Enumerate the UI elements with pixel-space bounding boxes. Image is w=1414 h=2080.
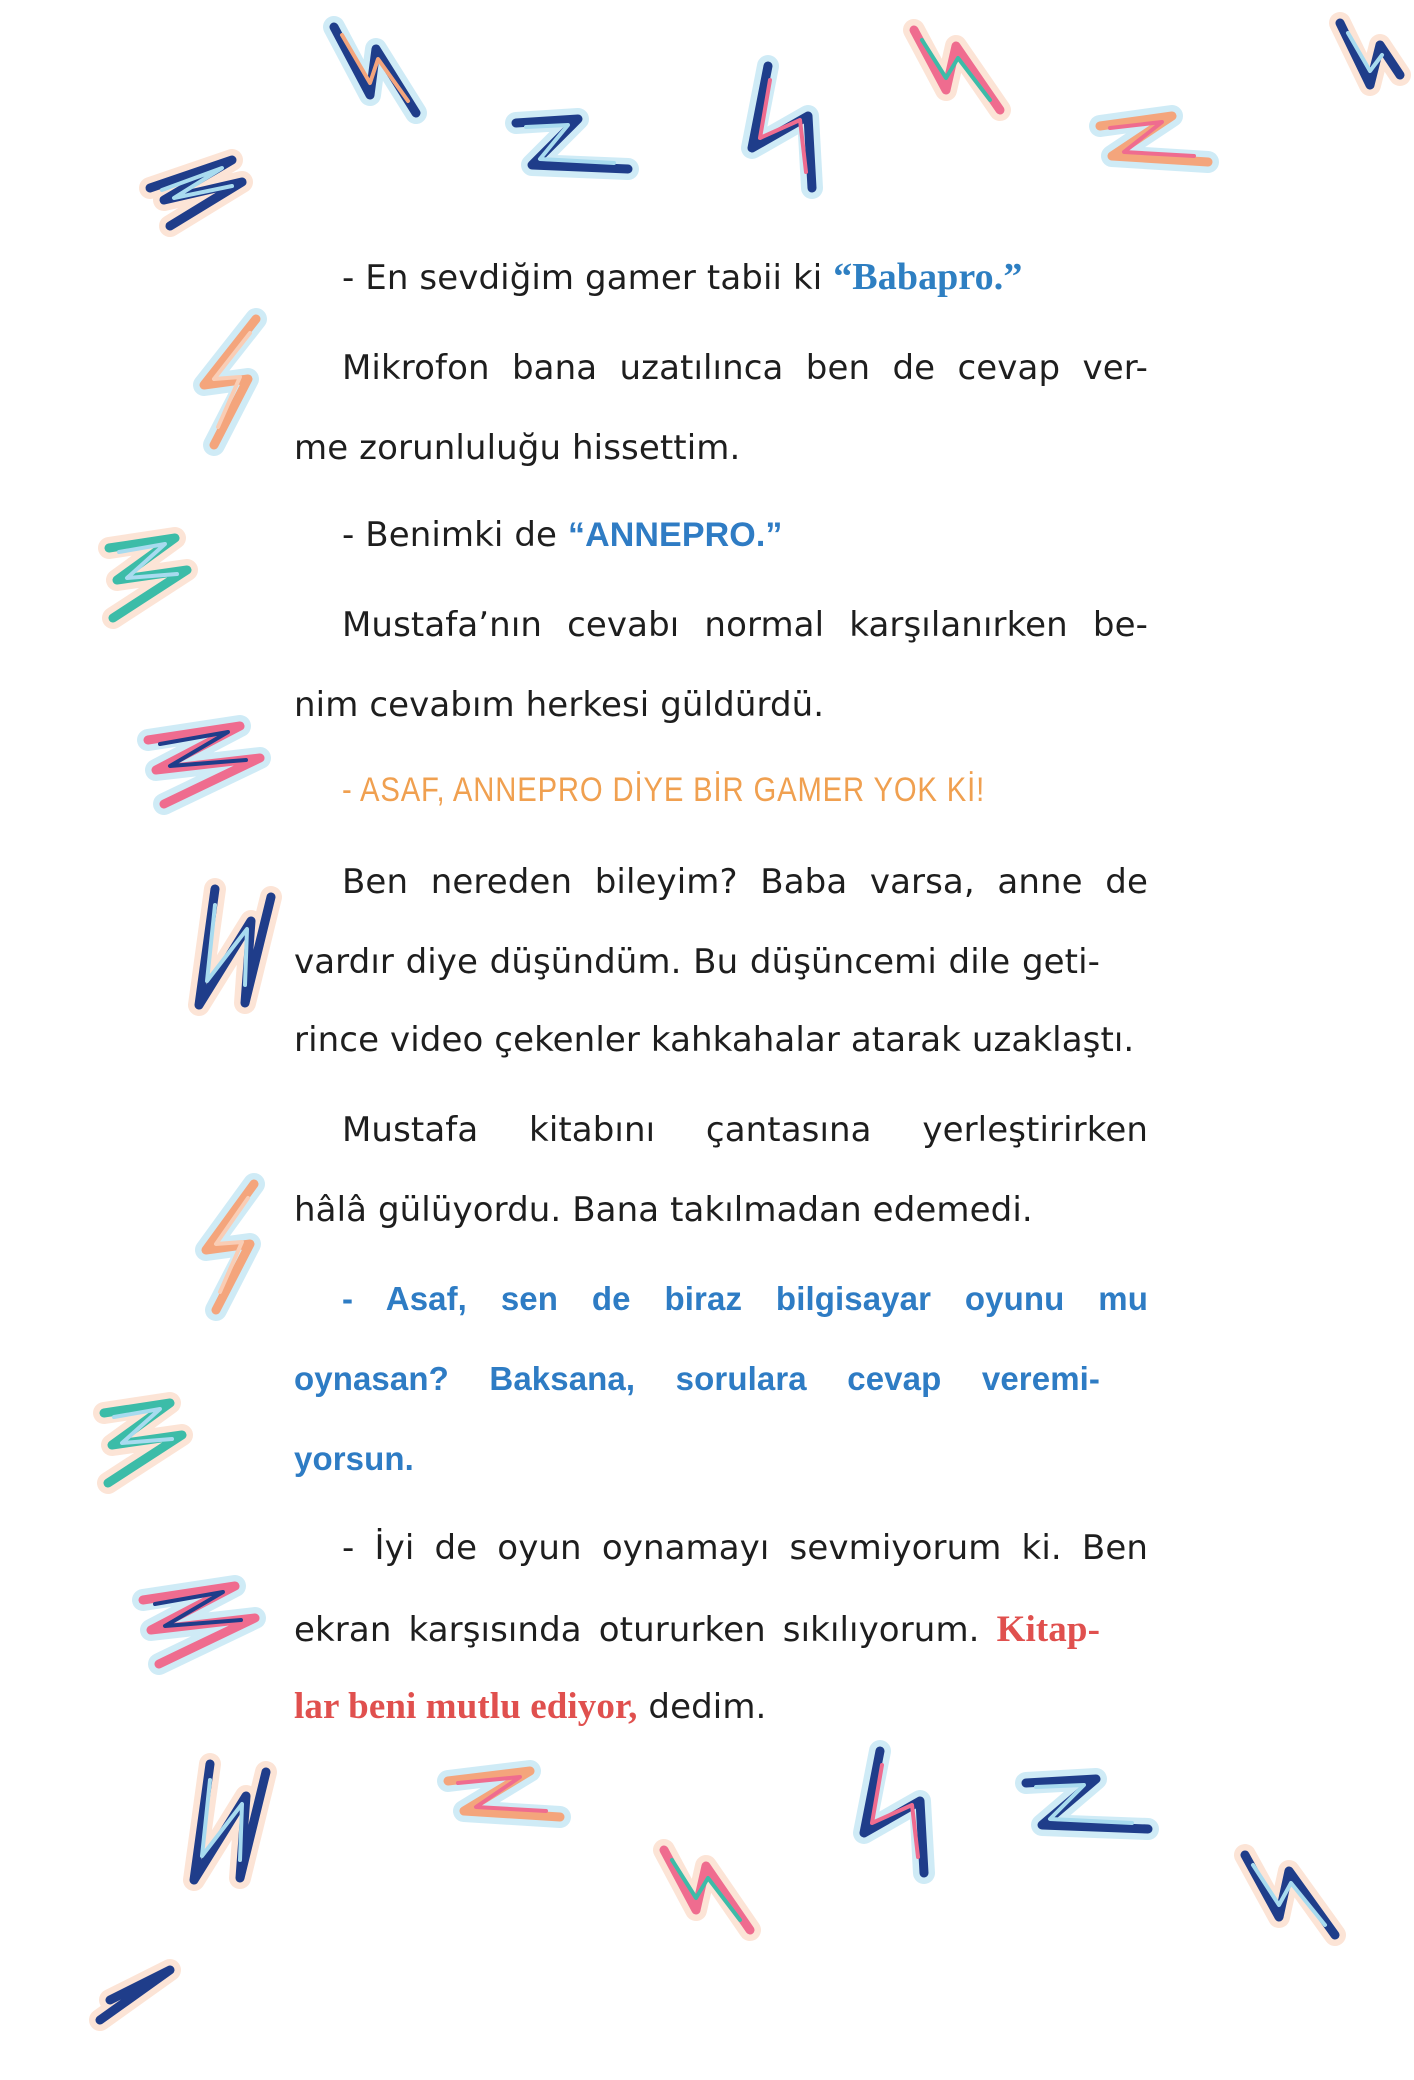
lightning-bolt-icon xyxy=(180,315,300,435)
shout-line xyxy=(294,770,1148,810)
shout-text: - ASAF, ANNEPRO DİYE BİR GAMER YOK Kİ! xyxy=(342,771,986,809)
paragraph-line: hâlâ gülüyordu. Bana takılmadan edemedi. xyxy=(294,1190,1033,1230)
lightning-bolt-icon xyxy=(140,130,260,250)
lightning-bolt-icon xyxy=(1330,15,1414,135)
paragraph-line: vardır diye düşündüm. Bu düşüncemi dile geti- xyxy=(294,942,1100,982)
paragraph-line: Mustafa’nın cevabı normal karşılanırken be- xyxy=(342,605,1148,645)
lightning-bolt-icon xyxy=(90,1385,210,1505)
lightning-bolt-icon xyxy=(320,5,440,125)
lightning-bolt-icon xyxy=(140,700,260,820)
paragraph-line: Mikrofon bana uzatılınca ben de cevap ver- xyxy=(342,348,1148,388)
paragraph-line: Ben nereden bileyim? Baba varsa, anne de xyxy=(342,862,1148,902)
lightning-bolt-icon xyxy=(180,1760,300,1880)
lightning-bolt-icon xyxy=(1235,1835,1355,1955)
lightning-bolt-icon xyxy=(1090,90,1210,210)
dialogue-line xyxy=(294,1685,1100,1728)
dialogue-line xyxy=(294,1608,1100,1651)
paragraph-line: Mustafa kitabını çantasına yerleştirirken xyxy=(342,1110,1148,1150)
dialogue-text: ekran karşısında otururken sıkılıyorum. xyxy=(294,1610,997,1650)
lightning-bolt-icon xyxy=(185,885,305,1005)
highlight-quote: “ANNEPRO.” xyxy=(568,516,783,554)
paragraph-line: nim cevabım herkesi güldürdü. xyxy=(294,685,825,725)
dialogue-line: - İyi de oyun oynamayı sevmiyorum ki. Ben xyxy=(342,1528,1148,1568)
highlight-text: Kitap- xyxy=(996,1609,1100,1650)
lightning-bolt-icon xyxy=(180,1180,300,1300)
dialogue-line xyxy=(294,515,1148,555)
lightning-bolt-icon xyxy=(440,1745,560,1865)
paragraph-line: me zorunluluğu hissettim. xyxy=(294,428,741,468)
lightning-bolt-icon xyxy=(510,95,630,215)
lightning-bolt-icon xyxy=(900,10,1020,130)
dialogue-line: - Asaf, sen de biraz bilgisayar oyunu mu xyxy=(342,1280,1148,1317)
lightning-bolt-icon xyxy=(840,1745,960,1865)
dialogue-text: - Benimki de xyxy=(342,515,568,555)
dialogue-line: oynasan? Baksana, sorulara cevap veremi- xyxy=(294,1360,1100,1397)
lightning-bolt-icon xyxy=(90,1960,210,2080)
highlight-text: lar beni mutlu ediyor, xyxy=(294,1686,638,1727)
lightning-bolt-icon xyxy=(135,1560,255,1680)
dialogue-line xyxy=(294,255,1148,299)
dialogue-text: - En sevdiğim gamer tabii ki xyxy=(342,258,834,298)
paragraph-line: rince video çekenler kahkahalar atarak uzaklaştı. xyxy=(294,1020,1135,1060)
lightning-bolt-icon xyxy=(728,60,848,180)
dialogue-line: yorsun. xyxy=(294,1440,414,1477)
lightning-bolt-icon xyxy=(95,520,215,640)
dialogue-text: dedim. xyxy=(637,1687,767,1727)
lightning-bolt-icon xyxy=(650,1830,770,1950)
lightning-bolt-icon xyxy=(1020,1755,1140,1875)
highlight-quote: “Babapro.” xyxy=(833,256,1023,298)
